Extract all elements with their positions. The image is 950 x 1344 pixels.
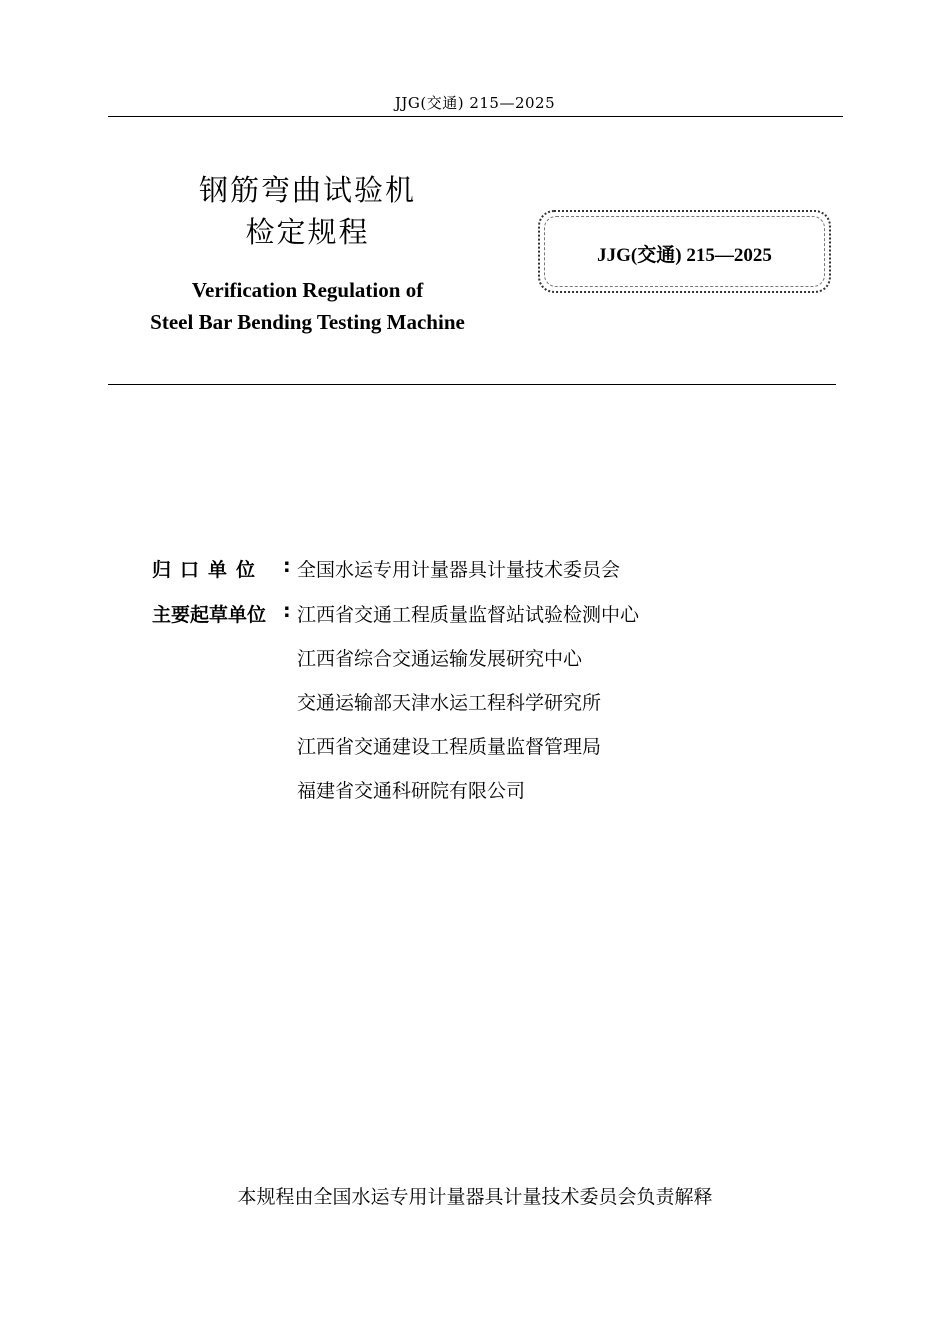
centralized-unit-colon: :: [283, 555, 291, 577]
header-divider: [108, 116, 843, 117]
title-en-line2: Steel Bar Bending Testing Machine: [150, 310, 465, 334]
header-standard-code: JJG(交通) 215—2025: [394, 94, 556, 112]
drafter-item: 江西省交通建设工程质量监督管理局: [297, 736, 602, 758]
drafter-item: 福建省交通科研院有限公司: [297, 780, 526, 802]
drafter-item: 江西省综合交通运输发展研究中心: [297, 648, 583, 670]
drafters-label: 主要起草单位: [152, 604, 267, 626]
drafter-item: 江西省交通工程质量监督站试验检测中心: [297, 604, 640, 626]
centralized-unit-value: 全国水运专用计量器具计量技术委员会: [297, 559, 621, 581]
title-cn-line1: 钢筋弯曲试验机: [198, 173, 416, 207]
drafters-colon: :: [283, 600, 291, 622]
section-divider: [108, 384, 836, 385]
standard-code-badge: [538, 210, 831, 293]
title-en-line1: Verification Regulation of: [191, 278, 424, 302]
badge-code: JJG(交通) 215—2025: [597, 245, 772, 266]
interpretation-note: 本规程由全国水运专用计量器具计量技术委员会负责解释: [237, 1186, 713, 1208]
title-cn-line2: 检定规程: [245, 215, 370, 249]
drafter-item: 交通运输部天津水运工程科学研究所: [297, 692, 602, 714]
centralized-unit-label: 归口单位: [152, 559, 265, 581]
